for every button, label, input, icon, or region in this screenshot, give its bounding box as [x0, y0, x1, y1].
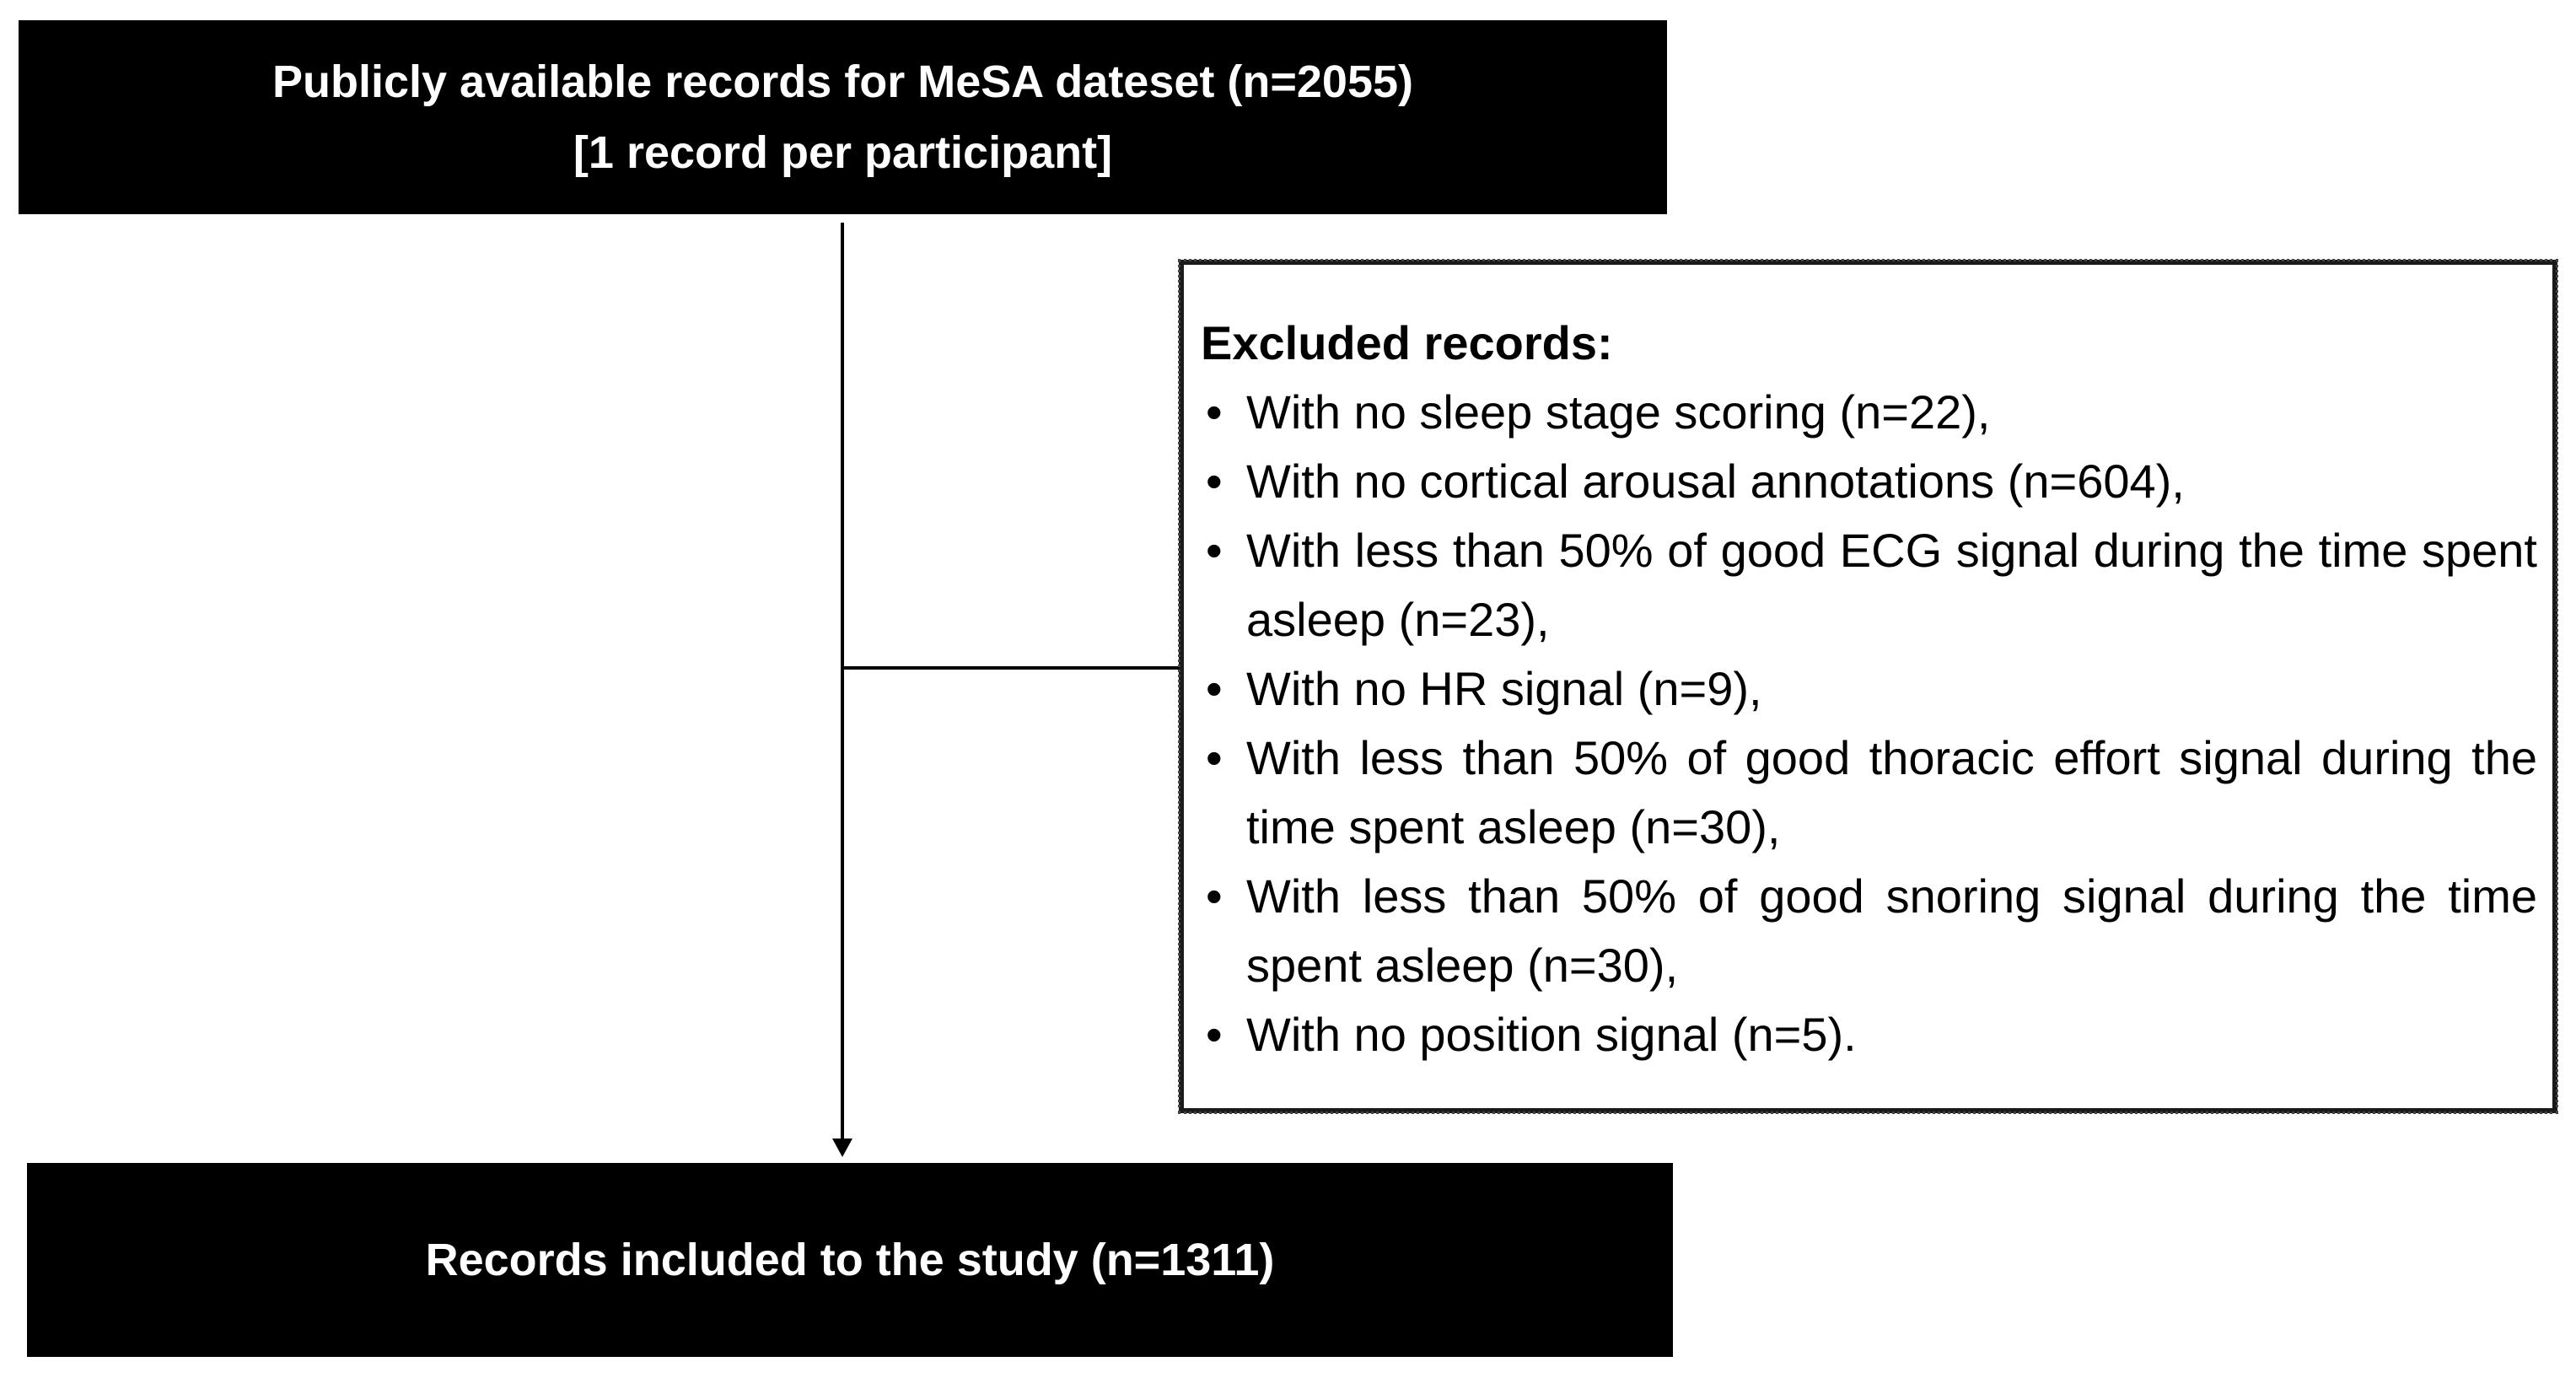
bullet-icon: • — [1206, 869, 1223, 923]
excluded-item-text: With no sleep stage scoring (n=22), — [1246, 385, 1991, 439]
excluded-records-list — [1201, 378, 2537, 1069]
excluded-item-thoracic — [1201, 724, 2537, 862]
bullet-icon: • — [1206, 385, 1223, 439]
source-records-line1: Publicly available records for MeSA dateset (n=2055) — [272, 57, 1414, 107]
bullet-icon: • — [1206, 662, 1223, 715]
excluded-item-no-arousal — [1201, 447, 2537, 516]
flow-connector-vertical — [841, 223, 844, 1140]
excluded-records-box — [1179, 260, 2557, 1113]
excluded-item-text: With no HR signal (n=9), — [1246, 662, 1762, 715]
exclusion-branch-connector — [842, 666, 1179, 670]
source-records-line2: [1 record per participant] — [573, 127, 1113, 178]
source-records-box — [19, 20, 1667, 214]
excluded-item-snoring — [1201, 862, 2537, 1000]
excluded-item-hr — [1201, 654, 2537, 724]
included-records-box — [27, 1163, 1673, 1357]
excluded-item-text: With no cortical arousal annotations (n=604), — [1246, 455, 2185, 508]
excluded-item-text: With less than 50% of good snoring signal during the time spent asleep (n=30), — [1246, 869, 2537, 992]
excluded-item-no-sleep-stage — [1201, 378, 2537, 447]
flow-arrow-head — [832, 1138, 852, 1157]
excluded-item-text: With no position signal (n=5). — [1246, 1008, 1857, 1061]
bullet-icon: • — [1206, 1008, 1223, 1061]
bullet-icon: • — [1206, 455, 1223, 508]
excluded-item-ecg — [1201, 516, 2537, 654]
excluded-item-text: With less than 50% of good thoracic effort signal during the time spent asleep (n=30), — [1246, 731, 2537, 853]
bullet-icon: • — [1206, 524, 1223, 577]
excluded-records-title: Excluded records: — [1201, 316, 1613, 369]
bullet-icon: • — [1206, 731, 1223, 784]
excluded-item-position — [1201, 1000, 2537, 1069]
excluded-item-text: With less than 50% of good ECG signal during the time spent asleep (n=23), — [1246, 524, 2537, 646]
included-records-label: Records included to the study (n=1311) — [425, 1235, 1275, 1285]
